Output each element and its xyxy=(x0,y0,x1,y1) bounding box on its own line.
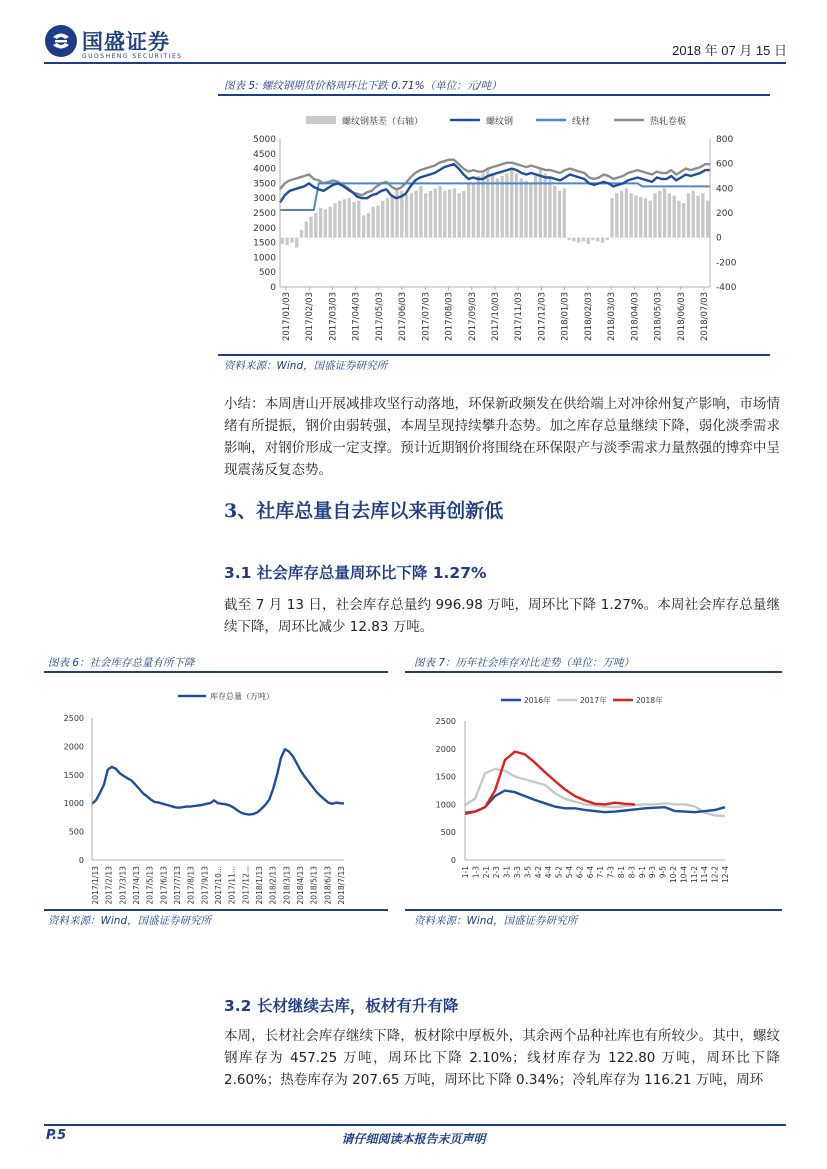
fig5-basis-bar xyxy=(692,191,695,238)
fig5-basis-bar xyxy=(558,191,561,238)
fig6-x-tick-label: 2017/3/13 xyxy=(118,866,128,905)
fig5-basis-bar xyxy=(644,198,647,237)
fig5-basis-bar xyxy=(653,193,656,237)
fig5-basis-bar xyxy=(285,238,288,245)
footer-rule xyxy=(44,1124,786,1126)
fig5-basis-bar xyxy=(371,207,374,238)
fig5-basis-bar xyxy=(548,178,551,237)
fig5-basis-bar xyxy=(634,196,637,238)
fig5-x-tick-label: 2018/02/03 xyxy=(583,292,594,341)
fig6-x-tick-label: 2017/7/13 xyxy=(173,866,182,905)
fig5-basis-bar xyxy=(367,213,370,238)
fig5-basis-bar xyxy=(453,188,456,237)
fig5-x-tick-label: 2017/10/03 xyxy=(491,292,501,341)
fig6-x-tick-label: 2017/4/13 xyxy=(132,866,141,905)
fig7-caption: 图表 7：历年社会库存对比走势（单位：万吨） xyxy=(414,657,635,669)
fig6-y-tick-label: 0 xyxy=(78,856,84,865)
fig5-legend-label: 螺纹钢基差（右轴） xyxy=(342,117,424,127)
fig5-basis-bar xyxy=(438,186,441,238)
fig7-x-tick-label: 2-3 xyxy=(492,866,502,879)
fig5-basis-bar xyxy=(510,169,513,238)
logo-mark-icon xyxy=(44,24,78,58)
fig7-2016-line xyxy=(465,791,725,813)
header-rule xyxy=(44,62,786,64)
fig6-chart xyxy=(44,676,388,908)
fig5-y2-tick-label: -400 xyxy=(716,283,737,293)
fig5-basis-bar xyxy=(572,238,575,242)
fig7-x-tick-label: 1-1 xyxy=(461,866,470,879)
fig7-x-tick-label: 6-2 xyxy=(575,866,585,879)
fig7-x-tick-label: 10-4 xyxy=(679,866,689,884)
fig5-basis-bar xyxy=(405,195,408,238)
fig5-basis-bar xyxy=(663,188,666,237)
fig5-y-tick-label: 2500 xyxy=(253,209,276,219)
fig7-x-tick-label: 11-2 xyxy=(689,866,699,884)
fig6-x-tick-label: 2017/6/13 xyxy=(159,866,169,905)
fig5-hrc-line xyxy=(280,160,710,196)
fig5-basis-bar xyxy=(319,208,322,238)
fig5-y-tick-label: 5000 xyxy=(253,135,276,145)
fig7-x-tick-label: 10-2 xyxy=(669,866,678,884)
fig5-basis-bar xyxy=(309,217,312,238)
fig6-x-tick-label: 2018/3/13 xyxy=(282,866,292,905)
fig6-top-rule xyxy=(44,671,388,673)
fig7-y-tick-label: 0 xyxy=(450,856,456,865)
fig6-x-tick-label: 2018/2/13 xyxy=(268,866,278,905)
fig6-inventory-line xyxy=(92,749,344,814)
fig5-basis-bar xyxy=(672,196,675,238)
fig5-legend-label: 线材 xyxy=(572,117,591,127)
fig5-legend xyxy=(306,115,686,127)
fig7-x-tick-label: 7-3 xyxy=(606,866,616,879)
fig5-basis-bar xyxy=(529,183,532,237)
fig7-x-tick-label: 4-4 xyxy=(544,866,554,879)
fig5-y-tick-label: 1500 xyxy=(253,238,276,249)
fig5-x-tick-label: 2017/08/03 xyxy=(444,292,455,341)
fig5-basis-bar xyxy=(610,198,613,237)
fig5-y-tick-label: 3000 xyxy=(253,194,276,205)
fig5-basis-bar xyxy=(539,169,542,238)
fig5-x-tick-label: 2017/09/03 xyxy=(467,292,478,341)
logo xyxy=(44,24,204,64)
fig5-y-tick-label: 0 xyxy=(270,283,276,293)
fig5-basis-bar xyxy=(300,230,303,237)
fig7-source: 资料来源：Wind，国盛证券研究所 xyxy=(414,915,578,927)
fig7-2017-line xyxy=(465,769,725,816)
fig6-x-axis xyxy=(91,866,346,905)
fig5-y2-axis xyxy=(710,135,737,293)
fig5-basis-bar xyxy=(314,213,317,238)
fig5-basis-bar xyxy=(668,193,671,237)
section-3-2-paragraph: 本周，长材社会库存继续下降，板材除中厚板外，其余两个品种社库也有所较少。其中，螺纹钢库存为 457.25 万吨，周环比下降 2.10%；线材库存为 122.80 万吨，周环比下降 2.60%；热卷库存为 207.65 万吨，周环比下降 0.34%；冷轧库存为 116.21 万吨，周环 xyxy=(224,1028,780,1088)
fig5-source: 资料来源：Wind，国盛证券研究所 xyxy=(224,360,388,372)
fig5-basis-bar xyxy=(376,206,379,238)
fig5-basis-bar xyxy=(281,238,284,244)
fig5-top-rule xyxy=(218,94,770,96)
fig5-basis-bar xyxy=(348,198,351,237)
section-3-1-paragraph: 截至 7 月 13 日，社会库存总量约 996.98 万吨，周环比下降 1.27%。本周社会库存总量继续下降，周环比减少 12.83 万吨。 xyxy=(224,597,780,635)
fig5-basis-bar xyxy=(457,193,460,237)
fig5-basis-bar xyxy=(586,238,589,244)
fig5-basis-bar xyxy=(591,238,594,240)
fig5-legend-label: 热轧卷板 xyxy=(650,117,687,127)
report-date: 2018 年 07 月 15 日 xyxy=(672,43,787,58)
fig5-x-tick-label: 2017/07/03 xyxy=(421,292,432,341)
fig7-x-tick-label: 11-4 xyxy=(700,866,710,884)
fig5-x-tick-label: 2017/02/03 xyxy=(305,292,316,341)
fig5-x-tick-label: 2018/05/03 xyxy=(653,292,664,341)
fig5-y2-tick-label: -200 xyxy=(716,258,737,269)
fig5-basis-bar xyxy=(524,181,527,238)
fig5-legend-label: 螺纹钢 xyxy=(486,117,514,127)
fig5-basis-bar xyxy=(429,191,432,238)
fig7-x-tick-label: 4-2 xyxy=(533,866,543,879)
fig5-caption: 图表 5: 螺纹钢期货价格周环比下跌 0.71%（单位：元/吨） xyxy=(224,80,502,92)
fig5-y-tick-label: 3500 xyxy=(253,179,276,190)
fig7-y-tick-label: 1000 xyxy=(435,800,456,810)
section-3-1-title: 3.1 社会库存总量周环比下降 1.27% xyxy=(224,564,487,582)
fig7-top-rule xyxy=(405,671,782,673)
fig6-x-tick-label: 2017/12... xyxy=(241,866,251,905)
section-3-title: 3、社库总量自去库以来再创新低 xyxy=(224,500,504,522)
fig5-basis-bar xyxy=(419,186,422,238)
fig7-y-tick-label: 500 xyxy=(440,828,456,838)
fig5-basis-bar xyxy=(324,209,327,237)
fig5-y2-tick-label: 200 xyxy=(716,209,734,219)
fig5-basis-bar xyxy=(701,193,704,237)
fig5-x-tick-label: 2018/03/03 xyxy=(607,292,618,341)
fig5-basis-bar xyxy=(596,238,599,242)
fig6-lines xyxy=(92,749,344,814)
fig6-x-tick-label: 2018/6/13 xyxy=(323,866,333,905)
fig5-x-tick-label: 2017/06/03 xyxy=(398,292,409,341)
fig5-basis-bar xyxy=(333,203,336,238)
fig5-chart xyxy=(218,100,770,352)
fig5-basis-bar xyxy=(687,193,690,237)
fig6-x-tick-label: 2017/2/13 xyxy=(104,866,114,905)
fig7-x-tick-label: 3-1 xyxy=(502,866,512,879)
fig5-x-tick-label: 2017/05/03 xyxy=(374,292,385,341)
fig5-y2-tick-label: 0 xyxy=(716,233,722,244)
section-3-2-title: 3.2 长材继续去库，板材有升有降 xyxy=(224,997,459,1015)
fig5-x-tick-label: 2018/01/03 xyxy=(560,292,571,341)
fig6-x-tick-label: 2017/9/13 xyxy=(200,866,210,905)
fig5-x-tick-label: 2018/04/03 xyxy=(630,292,641,341)
fig5-y-tick-label: 1000 xyxy=(253,253,276,264)
fig6-y-tick-label: 2000 xyxy=(63,742,84,752)
fig7-x-tick-label: 12-4 xyxy=(721,866,730,884)
fig7-x-tick-label: 9-3 xyxy=(648,866,658,879)
fig5-x-tick-label: 2017/04/03 xyxy=(351,292,362,341)
fig7-chart xyxy=(405,676,782,908)
fig5-basis-bar xyxy=(496,178,499,237)
fig6-y-tick-label: 1000 xyxy=(63,799,84,809)
fig5-basis-bar xyxy=(391,196,394,238)
fig5-basis-bar xyxy=(386,198,389,237)
fig5-basis-bar xyxy=(582,238,585,242)
fig5-basis-bar xyxy=(658,191,661,238)
fig6-x-tick-label: 2017/5/13 xyxy=(145,866,155,905)
fig6-legend xyxy=(178,691,274,701)
fig5-basis-bar xyxy=(462,191,465,238)
fig6-x-tick-label: 2017/10... xyxy=(214,866,223,905)
fig5-bottom-rule xyxy=(218,354,770,356)
fig6-source: 资料来源：Wind，国盛证券研究所 xyxy=(48,915,212,927)
fig6-x-tick-label: 2018/1/13 xyxy=(255,866,264,905)
fig5-basis-bar xyxy=(696,196,699,238)
fig5-basis-bar xyxy=(625,188,628,237)
fig5-x-tick-label: 2017/11/03 xyxy=(514,292,525,341)
fig5-basis-bar xyxy=(620,191,623,238)
logo-subtitle: GUOSHENG SECURITIES xyxy=(82,53,183,60)
fig7-legend-label: 2018年 xyxy=(636,696,663,705)
fig5-basis-bar xyxy=(639,197,642,238)
fig5-x-tick-label: 2017/03/03 xyxy=(328,292,339,341)
fig5-basis-bar xyxy=(520,178,523,237)
fig6-x-tick-label: 2018/4/13 xyxy=(296,866,305,905)
fig5-basis-bar xyxy=(615,193,618,237)
fig5-y-tick-label: 2000 xyxy=(253,223,276,234)
fig6-legend-label: 库存总量（万吨） xyxy=(210,692,274,701)
fig5-basis-bar xyxy=(682,203,685,238)
fig7-x-tick-label: 2-1 xyxy=(481,866,491,879)
fig5-x-axis xyxy=(282,287,710,341)
fig5-basis-bar xyxy=(563,188,566,237)
fig5-basis-bar xyxy=(305,222,308,238)
fig5-y-tick-label: 4000 xyxy=(253,164,276,175)
fig7-x-tick-label: 8-3 xyxy=(627,866,637,879)
fig7-x-axis xyxy=(461,866,730,883)
fig5-basis-bar xyxy=(395,188,398,237)
fig6-y-tick-label: 500 xyxy=(68,827,84,837)
fig5-basis-bar xyxy=(443,191,446,238)
fig6-x-tick-label: 2018/7/13 xyxy=(337,866,346,905)
fig5-basis-bar xyxy=(472,183,475,237)
fig7-x-tick-label: 5-2 xyxy=(554,866,564,879)
fig7-x-tick-label: 7-1 xyxy=(596,866,606,879)
fig5-basis-bar xyxy=(414,191,417,238)
fig5-basis-bar xyxy=(629,193,632,237)
fig6-bottom-rule xyxy=(44,909,388,911)
fig5-basis-bar xyxy=(577,238,580,243)
fig7-x-tick-label: 5-4 xyxy=(565,866,574,879)
fig5-y-tick-label: 4500 xyxy=(253,149,276,160)
fig7-lines xyxy=(465,752,725,817)
fig5-basis-bar xyxy=(362,215,365,237)
summary-paragraph: 小结：本周唐山开展减排攻坚行动落地，环保新政频发在供给端上对冲徐州复产影响，市场情绪有所提振，钢价由弱转强，本周呈现持续攀升态势。加之库存总量继续下降，弱化淡季需求影响，对钢价形成一定支撑。预计近期钢价将围绕在环保限产与淡季需求力量熬强的博弈中呈现震荡反复态势。 xyxy=(224,396,780,478)
fig5-y2-tick-label: 800 xyxy=(716,135,734,145)
fig5-y-tick-label: 500 xyxy=(258,268,276,279)
fig6-x-tick-label: 2018/5/13 xyxy=(309,866,319,905)
fig7-x-tick-label: 9-5 xyxy=(658,866,668,879)
fig7-x-tick-label: 3-3 xyxy=(513,866,522,879)
fig5-basis-bar xyxy=(649,201,652,238)
fig7-legend-label: 2017年 xyxy=(580,696,607,705)
fig5-basis-bar xyxy=(357,201,360,238)
fig6-y-tick-label: 2500 xyxy=(63,714,84,723)
fig5-x-tick-label: 2017/12/03 xyxy=(537,292,548,341)
logo-text: 国盛证券 xyxy=(82,29,170,54)
fig7-legend-label: 2016年 xyxy=(524,696,551,705)
fig7-y-tick-label: 1500 xyxy=(435,772,456,782)
fig5-basis-bar xyxy=(328,207,331,238)
fig5-basis-bar xyxy=(706,201,709,238)
fig5-basis-bar xyxy=(553,186,556,238)
fig5-y2-tick-label: 400 xyxy=(716,184,734,195)
fig5-basis-bar xyxy=(352,202,355,238)
fig5-basis-bar xyxy=(567,238,570,240)
fig5-basis-bar xyxy=(410,193,413,237)
page-number: P.5 xyxy=(46,1128,67,1143)
fig5-basis-bar xyxy=(467,183,470,237)
fig7-y-tick-label: 2500 xyxy=(435,717,456,726)
fig5-basis-bar xyxy=(381,201,384,238)
fig5-basis-bar xyxy=(601,238,604,243)
fig7-x-tick-label: 3-5 xyxy=(523,866,533,879)
fig5-basis-bar xyxy=(424,193,427,237)
fig5-basis-bar xyxy=(677,201,680,238)
fig7-x-tick-label: 6-4 xyxy=(585,866,595,879)
fig6-caption: 图表 6：社会库存总量有所下降 xyxy=(48,657,195,669)
fig5-basis-bar xyxy=(500,176,503,238)
fig6-y-axis xyxy=(64,714,344,865)
fig5-basis-bar xyxy=(290,238,293,243)
fig7-bottom-rule xyxy=(405,909,782,911)
fig7-y-tick-label: 2000 xyxy=(435,744,456,754)
fig5-x-tick-label: 2018/06/03 xyxy=(676,292,687,341)
disclaimer-notice: 请仔细阅读本报告末页声明 xyxy=(341,1132,486,1146)
fig5-basis-bar xyxy=(477,176,480,238)
fig7-legend xyxy=(501,695,663,705)
fig5-basis-bar xyxy=(343,199,346,237)
fig5-x-tick-label: 2017/01/03 xyxy=(282,292,292,341)
fig7-x-tick-label: 8-1 xyxy=(617,866,626,879)
fig5-basis-bar xyxy=(338,201,341,238)
fig5-y2-tick-label: 600 xyxy=(716,159,734,170)
fig5-basis-bar xyxy=(295,238,298,248)
fig7-x-tick-label: 12-2 xyxy=(710,866,720,884)
fig7-x-tick-label: 1-3 xyxy=(471,866,481,879)
fig6-x-tick-label: 2017/11... xyxy=(227,866,237,905)
fig5-basis-bar xyxy=(448,190,451,238)
fig5-x-tick-label: 2018/07/03 xyxy=(700,292,710,341)
fig6-x-tick-label: 2017/1/13 xyxy=(91,866,100,905)
fig6-y-tick-label: 1500 xyxy=(63,770,84,780)
fig5-basis-bar xyxy=(534,176,537,238)
fig5-basis-bar xyxy=(434,188,437,237)
fig6-x-tick-label: 2017/8/13 xyxy=(186,866,196,905)
fig5-basis-bar xyxy=(486,169,489,238)
fig7-x-tick-label: 9-1 xyxy=(637,866,647,879)
fig5-basis-bar xyxy=(606,238,609,240)
